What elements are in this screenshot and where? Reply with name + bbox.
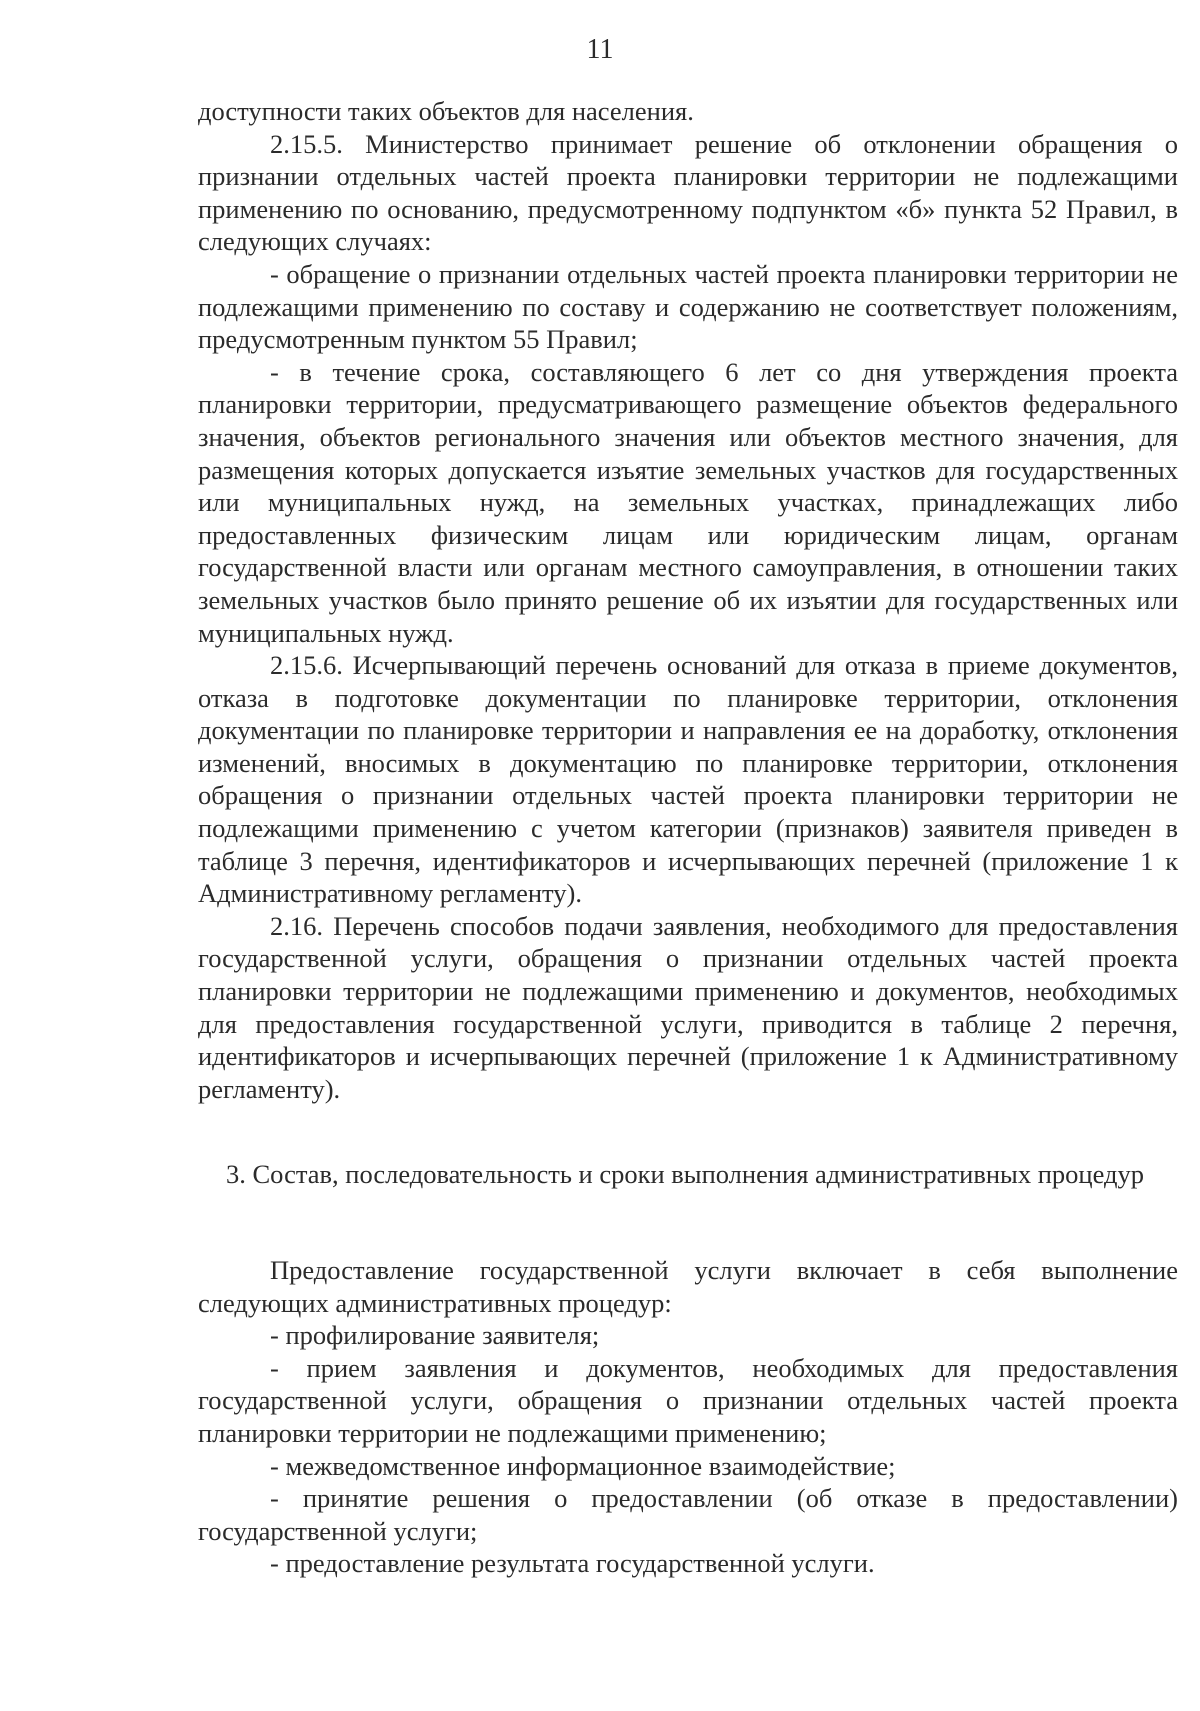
procedure-item: - прием заявления и документов, необходимых для предоставления государственной услуги, обращения о признании отдельных частей проекта планировки территории не подлежащими применению; [198, 1352, 1178, 1448]
paragraph-2-15-6: 2.15.6. Исчерпывающий перечень оснований для отказа в приеме документов, отказа в подготовке документации по планировке территории, отклонения документации по планировке территории и направления ее на доработку, отклонения изменений, вносимых в документацию по планировке территории, отклонения обращения о признании отдельных частей проекта планировки территории не подлежащими применению с учетом категории (признаков) заявителя приведен в таблице 3 перечня, идентификаторов и исчерпывающих перечней (приложение 1 к Административному регламенту). [198, 650, 1178, 909]
list-item-rejection-reason-2: - в течение срока, составляющего 6 лет со дня утверждения проекта планировки территории, предусматривающего размещение объектов федерального значения, объектов регионального значения или объектов местного значения, для размещения которых допускается изъятие земельных участков для государственных или муниципальных нужд, на земельных участках, принадлежащих либо предоставленных физическим лицам или юридическим лицам, органам государственной власти или органам местного самоуправления, в отношении таких земельных участков было принято решение об их изъятии для государственных или муниципальных нужд. [198, 356, 1178, 648]
procedure-item: - межведомственное информационное взаимодействие; [270, 1450, 896, 1481]
procedure-item: - профилирование заявителя; [270, 1320, 600, 1351]
section-heading: 3. Состав, последовательность и сроки выполнения административных процедур [226, 1159, 1144, 1189]
list-item-rejection-reason-1: - обращение о признании отдельных частей проекта планировки территории не подлежащими применению по составу и содержанию не соответствует положениям, предусмотренным пунктом 55 Правил; [198, 258, 1178, 355]
paragraph-continuation: доступности таких объектов для населения. [198, 96, 694, 126]
paragraph-2-16: 2.16. Перечень способов подачи заявления, необходимого для предоставления государственной услуги, обращения о признании отдельных частей проекта планировки территории не подлежащими применению и документов, необходимых для предоставления государственной услуги, приводится в таблице 2 перечня, идентификаторов и исчерпывающих перечней (приложение 1 к Административному регламенту). [198, 910, 1178, 1104]
procedures-intro: Предоставление государственной услуги включает в себя выполнение следующих административных процедур: [198, 1255, 1178, 1318]
procedures-list [198, 1254, 1178, 1580]
paragraph-2-15-5: 2.15.5. Министерство принимает решение об отклонении обращения о признании отдельных частей проекта планировки территории не подлежащими применению по основанию, предусмотренному подпунктом «б» пункта 52 Правил, в следующих случаях: [198, 128, 1178, 257]
page-number: 11 [586, 34, 614, 65]
procedure-item: - принятие решения о предоставлении (об отказе в предоставлении) государственной услуги; [198, 1483, 1178, 1546]
body-text [198, 95, 1178, 1105]
procedure-item: - предоставление результата государственной услуги. [270, 1548, 875, 1579]
